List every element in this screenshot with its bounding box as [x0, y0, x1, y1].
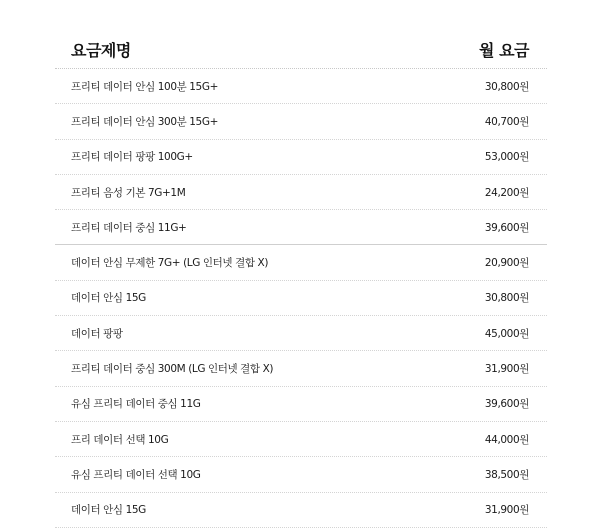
plan-name: 유심 프리티 데이터 중심 11G: [71, 398, 201, 411]
plan-price: 20,900원: [484, 257, 529, 270]
table-row[interactable]: [55, 387, 547, 422]
plan-price: 31,900원: [484, 504, 529, 517]
plan-name-header: 요금제명: [71, 40, 131, 60]
plan-price: 24,200원: [484, 186, 529, 199]
plan-name: 데이터 안심 15G: [71, 292, 146, 305]
table-row[interactable]: [55, 493, 547, 528]
plan-price: 53,000원: [484, 151, 529, 164]
plan-name: 데이터 안심 15G: [71, 504, 146, 517]
plan-price: 40,700원: [484, 115, 529, 128]
table-header: [55, 30, 547, 69]
plan-name: 유심 프리티 데이터 선택 10G: [71, 468, 201, 481]
plan-name: 프리티 데이터 안심 300분 15G+: [71, 115, 218, 128]
table-row[interactable]: [55, 422, 547, 457]
plan-name: 프리 데이터 선택 10G: [71, 433, 169, 446]
plan-price: 44,000원: [484, 433, 529, 446]
table-row[interactable]: [55, 245, 547, 280]
table-row[interactable]: [55, 316, 547, 351]
plan-price: 30,800원: [484, 292, 529, 305]
plan-price: 39,600원: [484, 398, 529, 411]
plan-price-table: [55, 30, 547, 528]
plan-name: 데이터 안심 무제한 7G+ (LG 인터넷 결합 X): [71, 257, 269, 270]
table-row[interactable]: [55, 281, 547, 316]
plan-name: 프리티 데이터 팡팡 100G+: [71, 151, 193, 164]
plan-price: 38,500원: [484, 468, 529, 481]
plan-name: 프리티 음성 기본 7G+1M: [71, 186, 186, 199]
table-row[interactable]: [55, 351, 547, 386]
plan-price: 30,800원: [484, 80, 529, 93]
plan-name: 프리티 데이터 중심 11G+: [71, 221, 187, 234]
monthly-fee-header: 월 요금: [479, 40, 529, 60]
table-row[interactable]: [55, 175, 547, 210]
table-row[interactable]: [55, 104, 547, 139]
plan-name: 프리티 데이터 중심 300M (LG 인터넷 결합 X): [71, 363, 274, 376]
plan-price: 39,600원: [484, 221, 529, 234]
table-row[interactable]: [55, 457, 547, 492]
plan-price: 31,900원: [484, 363, 529, 376]
table-row[interactable]: [55, 210, 547, 245]
plan-name: 프리티 데이터 안심 100분 15G+: [71, 80, 218, 93]
plan-name: 데이터 팡팡: [71, 327, 123, 340]
table-row[interactable]: [55, 140, 547, 175]
table-row[interactable]: [55, 69, 547, 104]
plan-price: 45,000원: [484, 327, 529, 340]
